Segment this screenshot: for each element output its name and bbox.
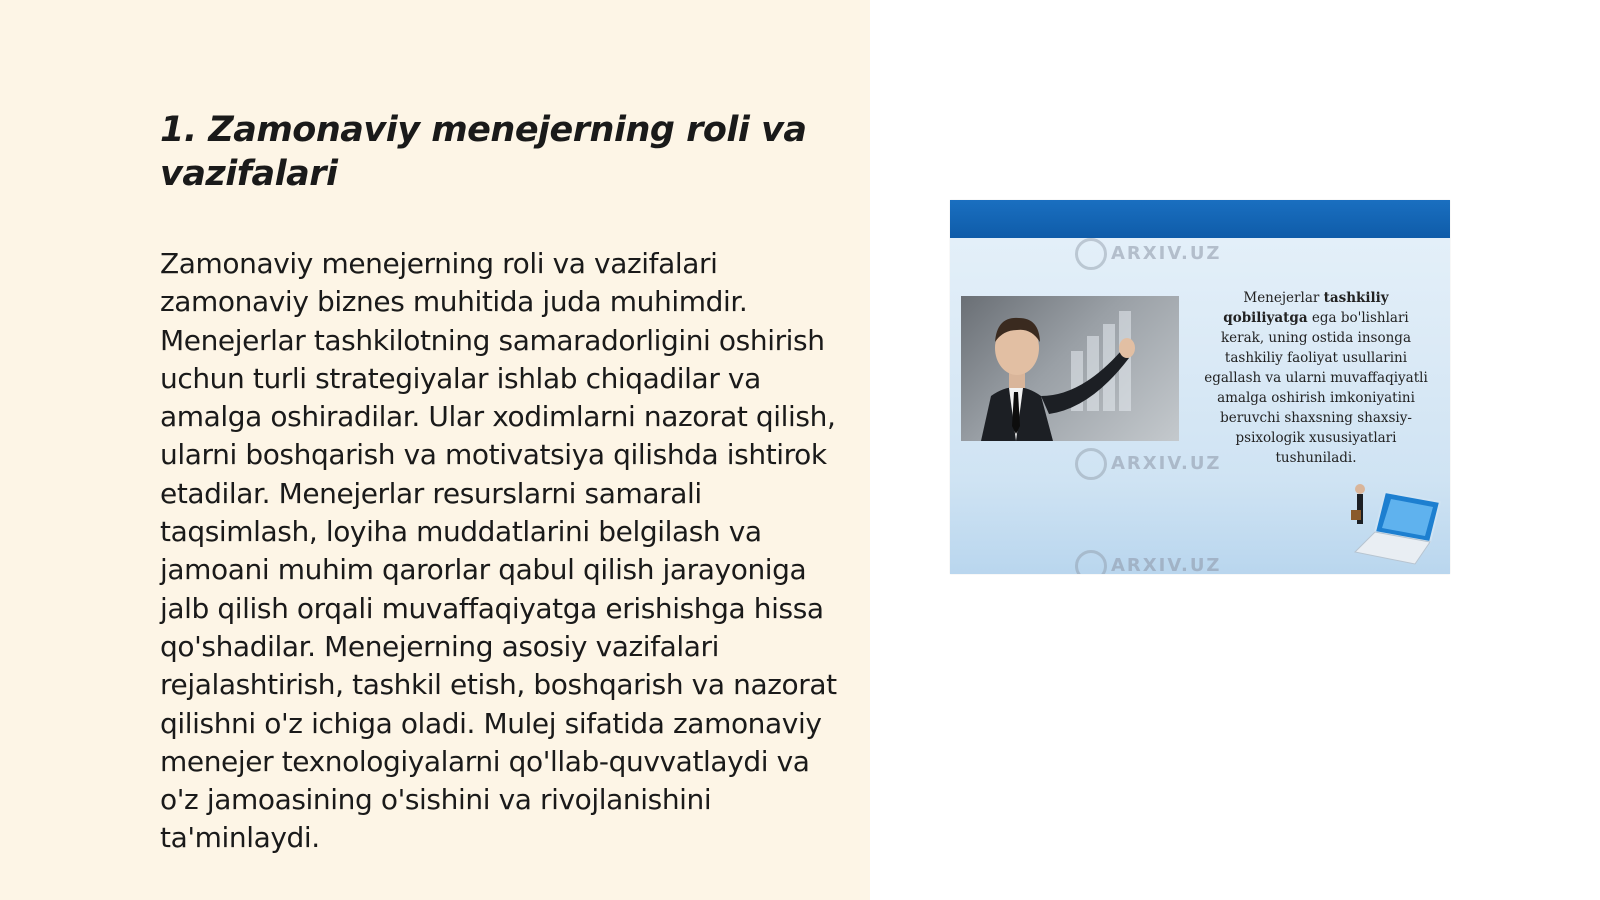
businessman-photo bbox=[961, 296, 1179, 441]
watermark: ARXIV.UZ bbox=[1075, 448, 1221, 480]
magnifier-icon bbox=[1075, 238, 1107, 270]
magnifier-icon bbox=[1075, 448, 1107, 480]
businessman-figure-icon bbox=[961, 296, 1179, 441]
watermark: ARXIV.UZ bbox=[1075, 238, 1221, 270]
illustration-header-bar bbox=[950, 200, 1450, 238]
illustration-caption: Menejerlar tashkiliy qobiliyatga ega bo'lishlari kerak, uning ostida insonga tashkiliy faoliyat usullarini egallash va ularni muvaffaqiyatli amalga oshirish imkoniyatini beruvchi shaxsning shaxsiy-psixologik xususiyatlari tushuniladi. bbox=[1204, 290, 1428, 466]
magnifier-icon bbox=[1075, 550, 1107, 574]
watermark: ARXIV.UZ bbox=[1075, 550, 1221, 574]
slide-title: 1. Zamonaviy menejerning roli va vazifalari bbox=[160, 110, 807, 194]
laptop-icon bbox=[1345, 472, 1445, 572]
slide-illustration bbox=[950, 200, 1450, 574]
slide-body-text: Zamonaviy menejerning roli va vazifalari zamonaviy biznes muhitida juda muhimdir. Menejerlar tashkilotning samaradorligini oshirish uchun turli strategiyalar ishlab chiqadilar va amalga oshiradilar. Ular xodimlarni nazorat qilish, ularni boshqarish va motivatsiya qilishda ishtirok etadilar. Menejerlar resurslarni samarali taqsimlash, loyiha muddatlarini belgilash va jamoani muhim qarorlar qabul qilish jarayoniga jalb qilish orqali muvaffaqiyatga erishishga hissa qo'shadilar. Menejerning asosiy vazifalari rejalashtirish, tashkil etish, boshqarish va nazorat qilishni o'z ichiga oladi. Mulej sifatida zamonaviy menejer texnologiyalarni qo'llab-quvvatlaydi va o'z jamoasining o'sishini va rivojlanishini ta'minlaydi. bbox=[160, 247, 837, 855]
